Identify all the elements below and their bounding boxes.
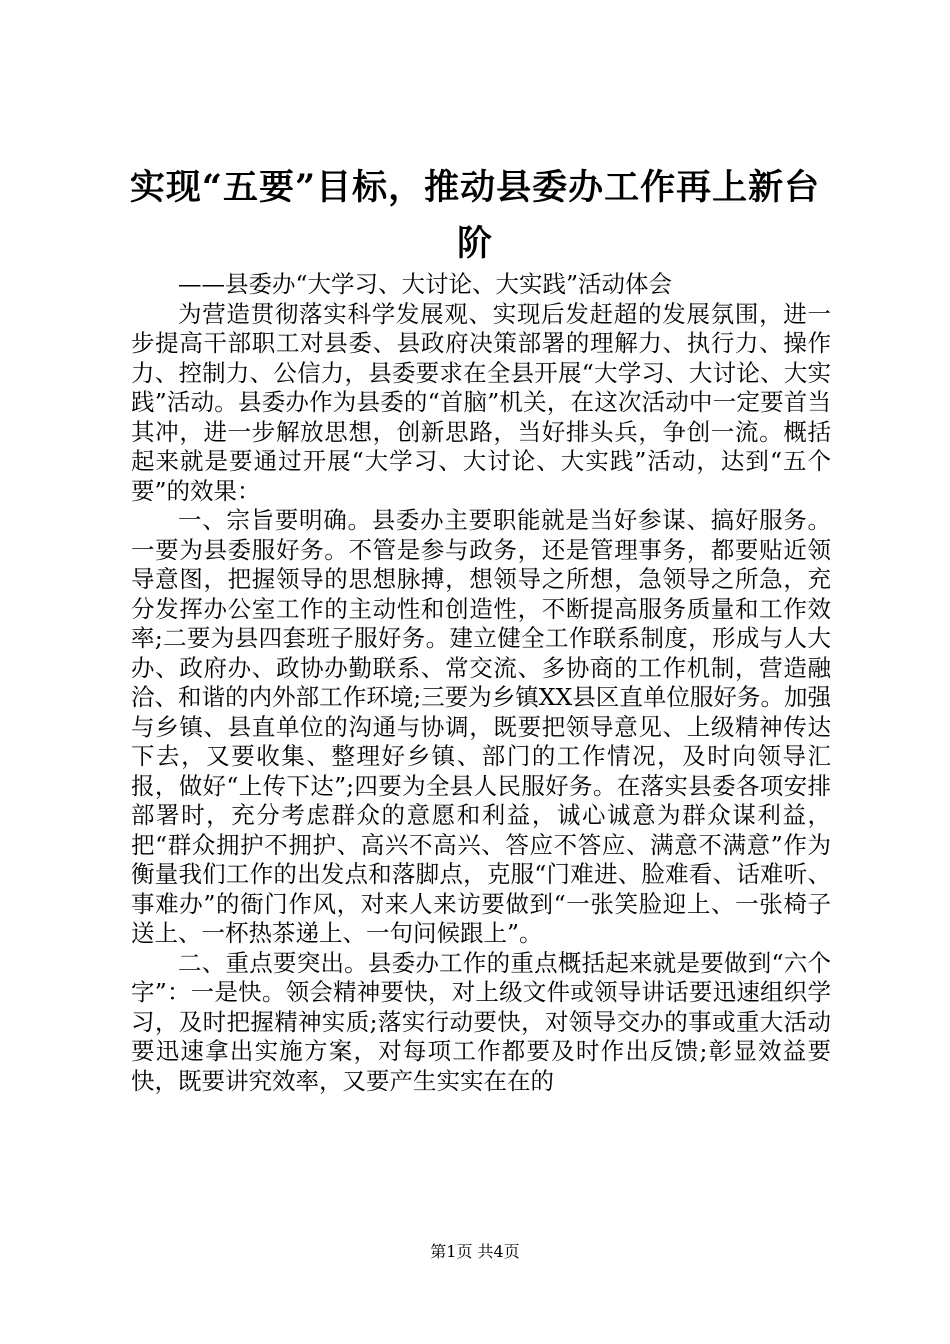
- document-body: [131, 270, 831, 1096]
- paragraph-section-2: 二、重点要突出。县委办工作的重点概括起来就是要做到“六个字”：一是快。领会精神要快，对上级文件或领导讲话要迅速组织学习，及时把握精神实质;落实行动要快，对领导交办的事或重大活动要迅速拿出实施方案，对每项工作都要及时作出反馈;彰显效益要快，既要讲究效率，又要产生实实在在的: [131, 948, 831, 1095]
- page-footer: 第1页 共4页: [430, 1242, 520, 1261]
- paragraph-section-1: 一、宗旨要明确。县委办主要职能就是当好参谋、搞好服务。一要为县委服好务。不管是参与政务，还是管理事务，都要贴近领导意图，把握领导的思想脉搏，想领导之所想，急领导之所急，充分发挥办公室工作的主动性和创造性，不断提高服务质量和工作效率;二要为县四套班子服好务。建立健全工作联系制度，形成与人大办、政府办、政协办勤联系、常交流、多协商的工作机制，营造融洽、和谐的内外部工作环境;三要为乡镇XX县区直单位服好务。加强与乡镇、县直单位的沟通与协调，既要把领导意见、上级精神传达下去，又要收集、整理好乡镇、部门的工作情况，及时向领导汇报，做好“上传下达”;四要为全县人民服好务。在落实县委各项安排部署时，充分考虑群众的意愿和利益，诚心诚意为群众谋利益，把“群众拥护不拥护、高兴不高兴、答应不答应、满意不满意”作为衡量我们工作的出发点和落脚点，克服“门难进、脸难看、话难听、事难办”的衙门作风，对来人来访要做到“一张笑脸迎上、一张椅子送上、一杯热茶递上、一句问候跟上”。: [131, 506, 831, 947]
- document-title: 实现“五要”目标，推动县委办工作再上新台阶: [129, 167, 821, 264]
- paragraph-intro: 为营造贯彻落实科学发展观、实现后发赶超的发展氛围，进一步提高干部职工对县委、县政府决策部署的理解力、执行力、操作力、控制力、公信力，县委要求在全县开展“大学习、大讨论、大实践”活动。县委办作为县委的“首脑”机关，在这次活动中一定要首当其冲，进一步解放思想，创新思路，当好排头兵，争创一流。概括起来就是要通过开展“大学习、大讨论、大实践”活动，达到“五个要”的效果：: [131, 299, 831, 505]
- document-subtitle: ——县委办“大学习、大讨论、大实践”活动体会: [178, 270, 673, 298]
